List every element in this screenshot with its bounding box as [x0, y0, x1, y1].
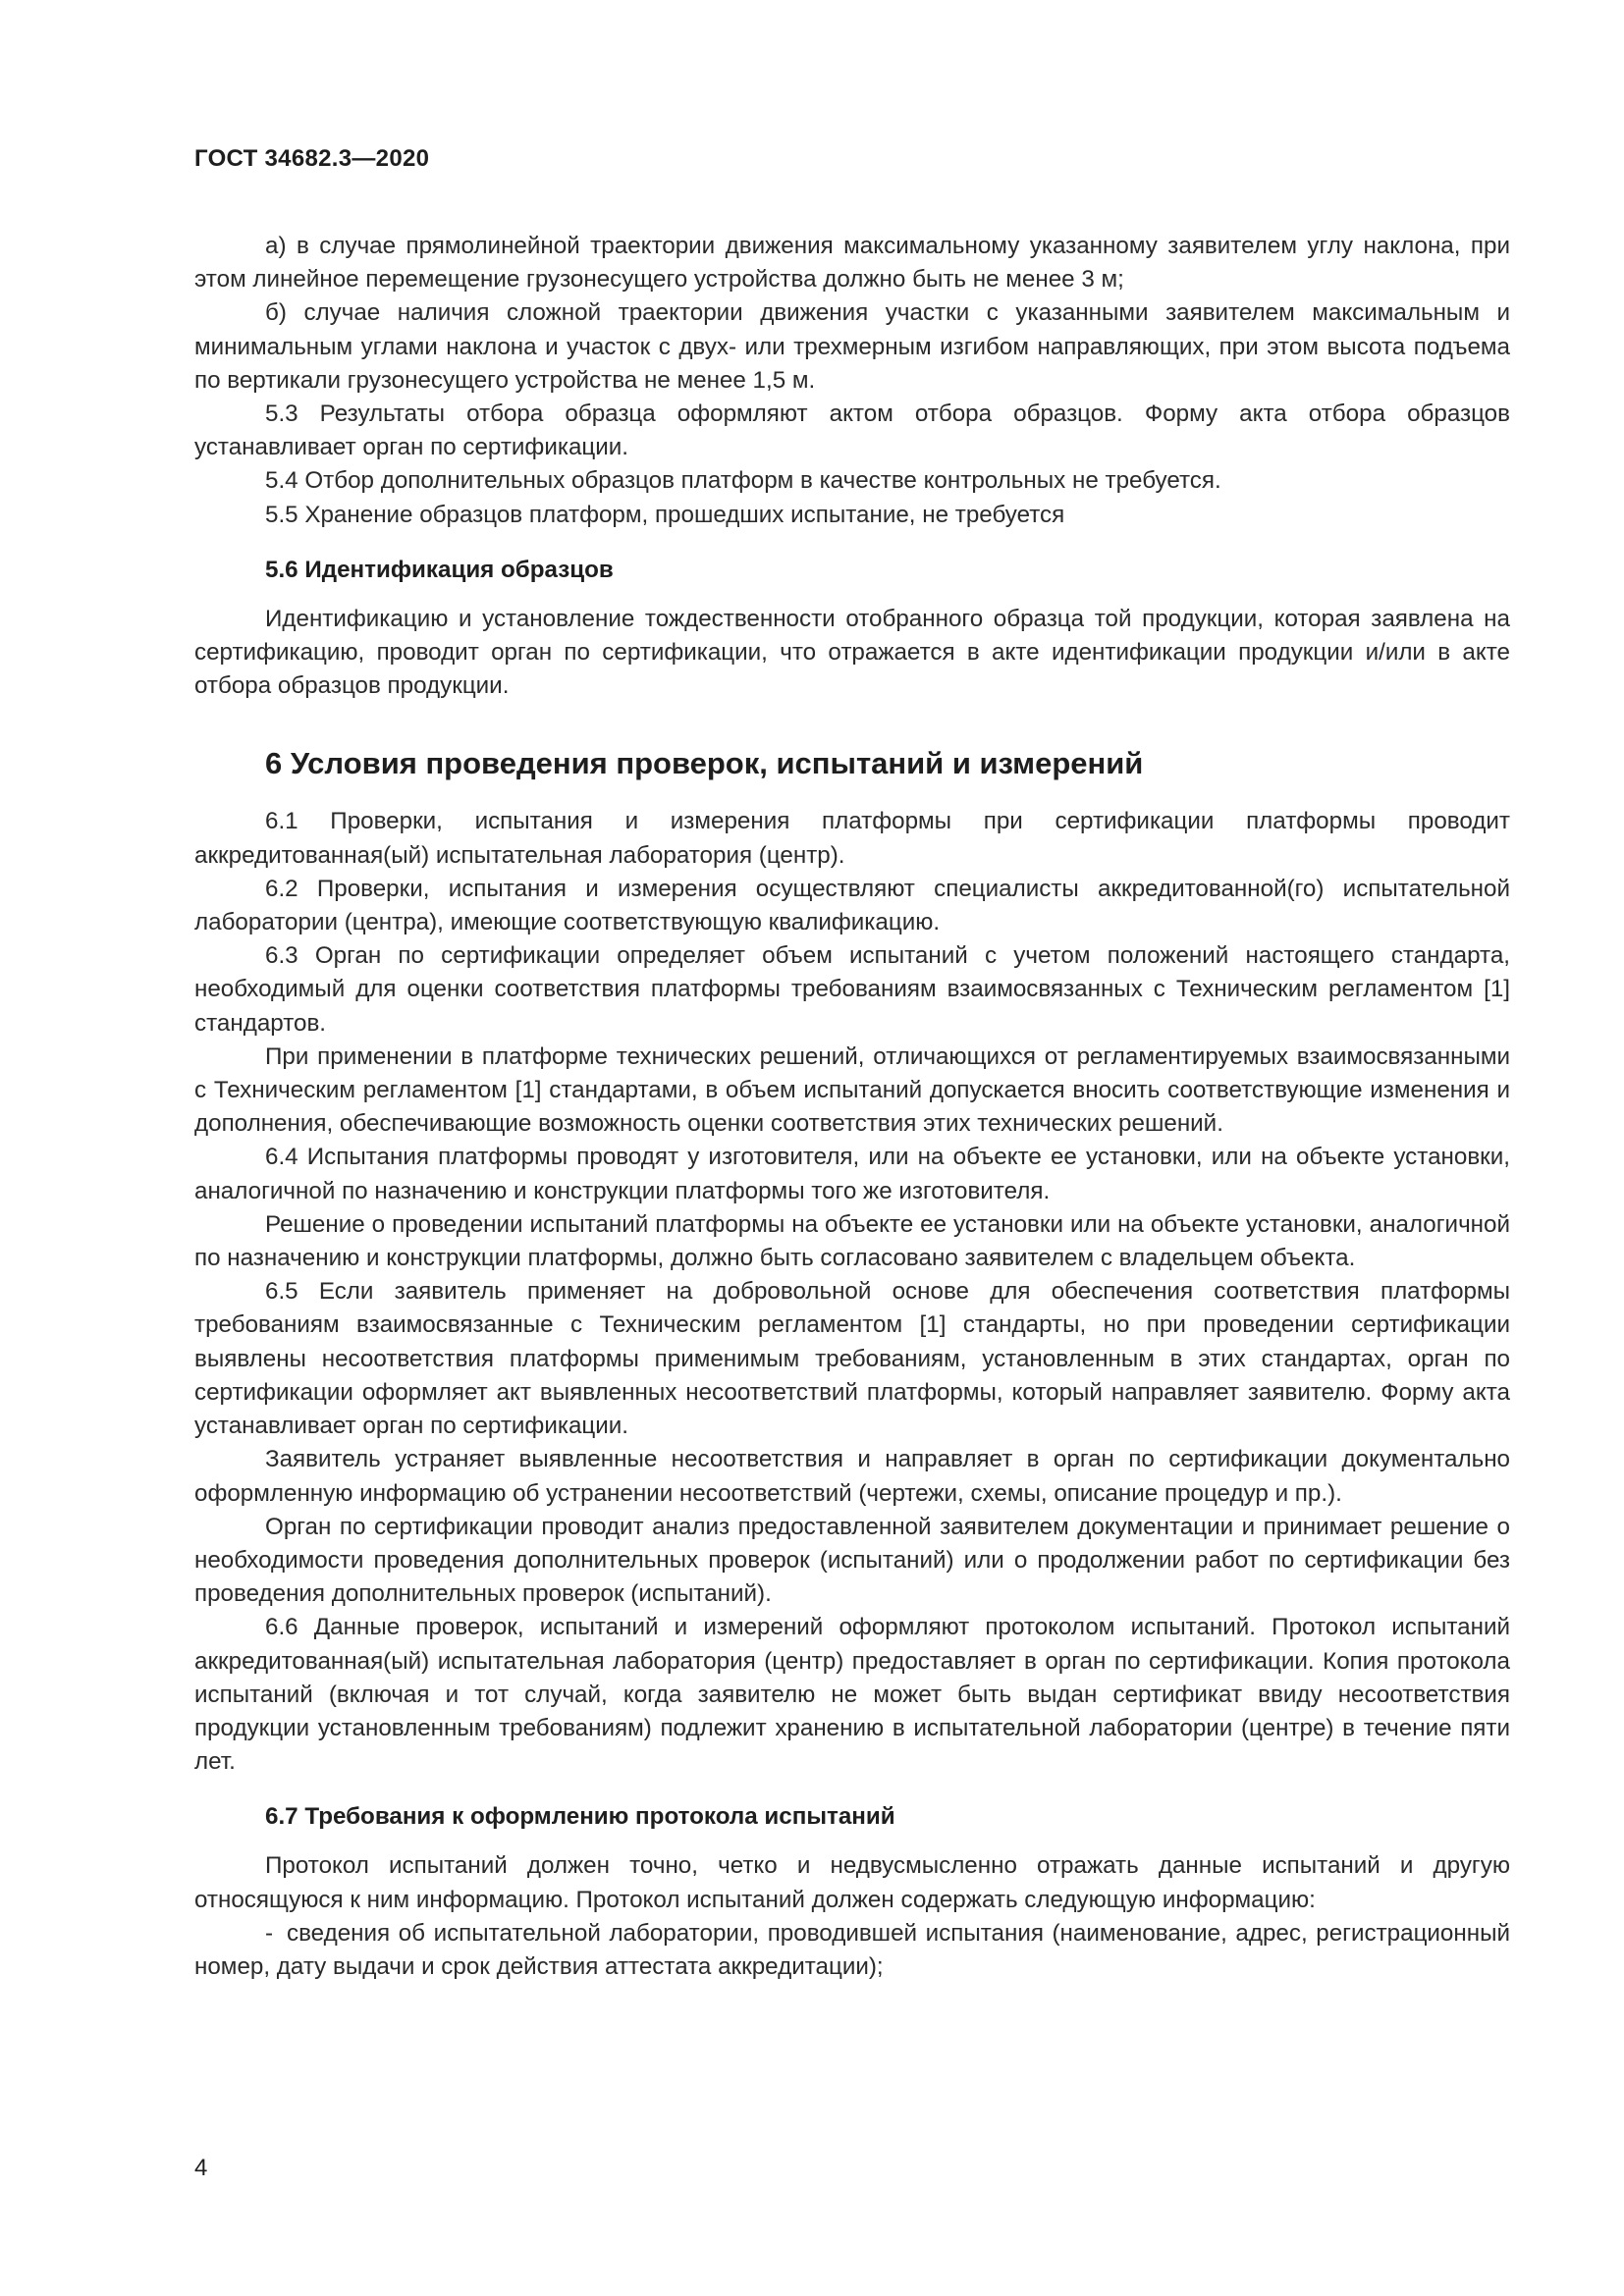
paragraph-6-5-continued-b: Орган по сертификации проводит анализ предоставленной заявителем документации и принимает решение о необходимости проведения дополнительных проверок (испытаний) или о продолжении работ по сертификации без проведения дополнительных проверок (испытаний). — [194, 1513, 1510, 1608]
paragraph-5-6-body: Идентификацию и установление тождественности отобранного образца той продукции, которая заявлена на сертификацию, проводит орган по сертификации, что отражается в акте идентификации продукции и/или в акте отбора образцов продукции. — [194, 605, 1510, 700]
paragraph-6-3: 6.3 Орган по сертификации определяет объем испытаний с учетом положений настоящего стандарта, необходимый для оценки соответствия платформы требованиям взаимосвязанных с Техническим регламентом [1] стандартов. — [194, 942, 1510, 1037]
paragraph-6-3-continued: При применении в платформе технических решений, отличающихся от регламентируемых взаимосвязанными с Техническим регламентом [1] стандартами, в объем испытаний допускается вносить соответствующие изменения и дополнения, обеспечивающие возможность оценки соответствия этих технических решений. — [194, 1042, 1510, 1138]
paragraph-6-4: 6.4 Испытания платформы проводят у изготовителя, или на объекте ее установки, или на объекте установки, аналогичной по назначению и конструкции платформы того же изготовителя. — [194, 1144, 1510, 1204]
paragraph-5-3: 5.3 Результаты отбора образца оформляют актом отбора образцов. Форму акта отбора образцов устанавливает орган по сертификации. — [194, 400, 1510, 461]
paragraph-6-5: 6.5 Если заявитель применяет на добровольной основе для обеспечения соответствия платформы требованиям взаимосвязанные с Техническим регламентом [1] стандарты, но при проведении сертификации выявлены несоответствия платформы применимым требованиям, установленным в этих стандартах, орган по сертификации оформляет акт выявленных несоответствий платформы, который направляет заявителю. Форму акта устанавливает орган по сертификации. — [194, 1278, 1510, 1440]
page-content — [194, 230, 1510, 1984]
section-6-body — [194, 805, 1510, 1779]
paragraph-6-7-body: Протокол испытаний должен точно, четко и недвусмысленно отражать данные испытаний и другую относящуюся к ним информацию. Протокол испытаний должен содержать следующую информацию: — [194, 1852, 1510, 1913]
page-number: 4 — [194, 2155, 208, 2181]
paragraph-6-2: 6.2 Проверки, испытания и измерения осуществляют специалисты аккредитованной(го) испытательной лаборатории (центра), имеющие соответствующую квалификацию. — [194, 875, 1510, 936]
paragraph-5-4: 5.4 Отбор дополнительных образцов платформ в качестве контрольных не требуется. — [265, 467, 1221, 495]
running-header: ГОСТ 34682.3—2020 — [194, 145, 430, 172]
subsection-heading-5-6: 5.6 Идентификация образцов — [265, 556, 614, 583]
paragraph-6-1: 6.1 Проверки, испытания и измерения платформы при сертификации платформы проводит аккредитованная(ый) испытательная лаборатория (центр). — [194, 808, 1510, 869]
dash-marker: - — [265, 1919, 274, 1947]
paragraph-6-5-continued-a: Заявитель устраняет выявленные несоответствия и направляет в орган по сертификации документально оформленную информацию об устранении несоответствий (чертежи, схемы, описание процедур и пр.). — [194, 1446, 1510, 1507]
block-5-2-continuation — [194, 230, 1510, 532]
paragraph-5-2-b: б) случае наличия сложной траектории движения участки с указанными заявителем максимальным и минимальным углами наклона и участок с двух- или трехмерным изгибом направляющих, при этом высота подъема по вертикали грузонесущего устройства не менее 1,5 м. — [194, 299, 1510, 394]
paragraph-6-4-continued: Решение о проведении испытаний платформы на объекте ее установки или на объекте установки, аналогичной по назначению и конструкции платформы, должно быть согласовано заявителем с владельцем объекта. — [194, 1210, 1510, 1272]
list-item — [194, 1917, 1510, 1984]
section-heading-6: 6 Условия проведения проверок, испытаний и измерений — [265, 746, 1144, 781]
paragraph-5-2-a: а) в случае прямолинейной траектории движения максимальному указанному заявителем углу наклона, при этом линейное перемещение грузонесущего устройства должно быть не менее 3 м; — [194, 233, 1510, 294]
list-item-text: сведения об испытательной лаборатории, проводившей испытания (наименование, адрес, регистрационный номер, дату выдачи и срок действия аттестата аккредитации); — [194, 1919, 1510, 1980]
subsection-heading-6-7: 6.7 Требования к оформлению протокола испытаний — [265, 1803, 895, 1831]
paragraph-5-5: 5.5 Хранение образцов платформ, прошедших испытание, не требуется — [265, 501, 1065, 528]
paragraph-6-6: 6.6 Данные проверок, испытаний и измерений оформляют протоколом испытаний. Протокол испытаний аккредитованная(ый) испытательная лаборатория (центр) предоставляет в орган по сертификации. Копия протокола испытаний (включая и тот случай, когда заявителю не может быть выдан сертификат ввиду несоответствия продукции установленным требованиям) подлежит хранению в испытательной лаборатории (центре) в течение пяти лет. — [194, 1614, 1510, 1776]
